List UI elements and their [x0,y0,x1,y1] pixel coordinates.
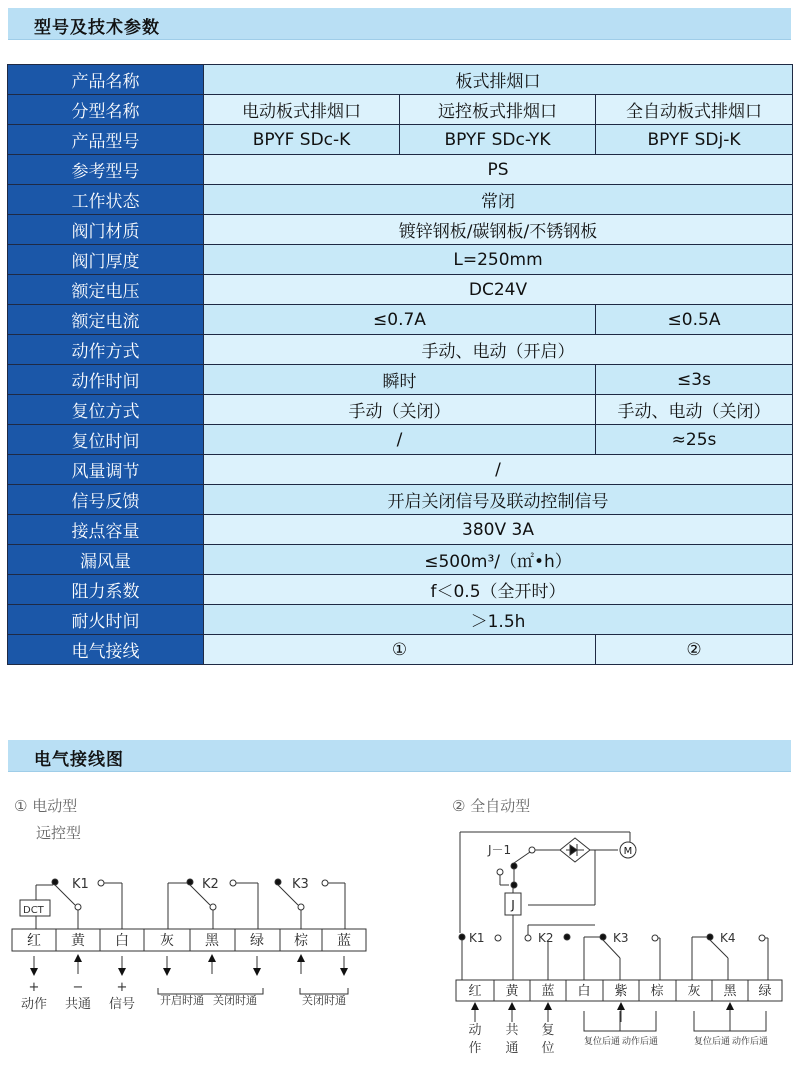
terminal-label: 红 [468,984,482,999]
row-value: BPYF SDc-K [204,125,400,155]
row-label: 耐火时间 [8,605,204,635]
row-value: 开启关闭信号及联动控制信号 [204,485,793,515]
row-label: 产品名称 [8,65,204,95]
terminal-label: 蓝 [337,933,351,949]
wire-label-small: 动作后通 [731,1037,769,1047]
motor-label: M [623,846,633,857]
row-value: PS [204,155,793,185]
row-value: ≈25s [596,425,793,455]
switch-k4-label: K4 [720,931,736,945]
terminal-label: 黑 [723,984,737,999]
section-title: 型号及技术参数 [34,18,160,38]
row-value: DC24V [204,275,793,305]
wire-label-small: 复位后通 [583,1037,621,1047]
row-value: L=250mm [204,245,793,275]
row-value: f＜0.5（全开时） [204,575,793,605]
table-row [8,185,793,215]
terminal-label: 灰 [687,984,701,999]
table-row [8,425,793,455]
section-header-wiring [8,740,791,772]
terminal-label: 白 [115,933,129,949]
row-value: 镀锌钢板/碳钢板/不锈钢板 [204,215,793,245]
table-row [8,275,793,305]
table-row [8,335,793,365]
row-value: ≤3s [596,365,793,395]
row-value: 全自动板式排烟口 [596,95,793,125]
row-label: 额定电流 [8,305,204,335]
terminal-label: 灰 [160,933,174,949]
row-value: / [204,425,596,455]
wire-label: 动 [468,1023,482,1038]
terminal-label: 蓝 [541,984,555,999]
row-value: BPYF SDj-K [596,125,793,155]
wiring-diagrams [0,790,800,1067]
row-label: 复位方式 [8,395,204,425]
row-value: ① [204,635,596,665]
row-label: 阀门厚度 [8,245,204,275]
row-value: ≤0.5A [596,305,793,335]
wire-label: 动作 [20,997,48,1012]
row-label: 漏风量 [8,545,204,575]
wire-label: 通 [505,1041,519,1056]
table-row [8,215,793,245]
row-label: 电气接线 [8,635,204,665]
sign-label: + [116,980,128,995]
wire-label: 开启时通 [160,994,204,1007]
table-row [8,245,793,275]
row-value: ② [596,635,793,665]
switch-k3-label: K3 [613,931,629,945]
row-value: 手动、电动（关闭） [596,395,793,425]
row-label: 信号反馈 [8,485,204,515]
terminal-label: 黄 [505,984,519,999]
terminal-label: 红 [27,933,41,949]
row-label: 风量调节 [8,455,204,485]
table-row [8,95,793,125]
row-value: 远控板式排烟口 [400,95,596,125]
row-label: 阀门材质 [8,215,204,245]
wire-label-small: 动作后通 [621,1037,659,1047]
switch-k2-label: K2 [538,931,554,945]
wire-label-small: 复位后通 [693,1037,731,1047]
coil-label: J [511,898,515,912]
relay-label: J－1 [488,843,512,857]
terminal-label: 黑 [205,933,219,949]
terminal-label: 棕 [650,984,664,999]
wire-label: 关闭时通 [302,994,346,1007]
switch-k3-label: K3 [292,877,309,892]
row-label: 工作状态 [8,185,204,215]
row-value: BPYF SDc-YK [400,125,596,155]
table-row [8,575,793,605]
switch-k1-label: K1 [72,877,89,892]
row-value: 380V 3A [204,515,793,545]
diagram2-title: ② 全自动型 [452,797,531,815]
row-label: 复位时间 [8,425,204,455]
table-row [8,545,793,575]
table-row [8,395,793,425]
switch-k1-label: K1 [469,931,485,945]
wire-label: 共通 [64,997,92,1012]
table-row [8,635,793,665]
row-label: 参考型号 [8,155,204,185]
row-label: 产品型号 [8,125,204,155]
sign-label: − [72,980,84,995]
row-value: ≤500m³/（㎡•h） [204,545,793,575]
diagram1-subtitle: 远控型 [36,824,82,842]
wire-label: 位 [541,1041,555,1056]
row-label: 接点容量 [8,515,204,545]
row-value: 常闭 [204,185,793,215]
row-value: 手动、电动（开启） [204,335,793,365]
row-value: 板式排烟口 [204,65,793,95]
row-value: ＞1.5h [204,605,793,635]
diagram-electric [12,797,366,1012]
terminal-label: 黄 [71,933,85,949]
row-value: / [204,455,793,485]
terminal-label: 紫 [614,984,628,999]
table-row [8,155,793,185]
row-label: 动作方式 [8,335,204,365]
row-value: 电动板式排烟口 [204,95,400,125]
table-row [8,65,793,95]
row-value: 手动（关闭） [204,395,596,425]
wire-label: 关闭时通 [213,994,257,1007]
section-title: 电气接线图 [34,750,124,770]
table-row [8,455,793,485]
spec-table [7,64,793,665]
terminal-label: 绿 [250,933,264,949]
terminal-label: 绿 [758,984,772,999]
table-row [8,125,793,155]
wire-label: 复 [541,1023,555,1038]
terminal-label: 白 [577,984,591,999]
row-label: 阻力系数 [8,575,204,605]
switch-k2-label: K2 [202,877,219,892]
table-row [8,605,793,635]
table-row [8,485,793,515]
row-label: 动作时间 [8,365,204,395]
diagram-automatic [452,797,782,1056]
row-label: 额定电压 [8,275,204,305]
row-value: ≤0.7A [204,305,596,335]
table-row [8,305,793,335]
terminal-label: 棕 [294,933,308,949]
diagram1-title: ① 电动型 [14,797,78,815]
row-label: 分型名称 [8,95,204,125]
sign-label: + [28,980,40,995]
wire-label: 共 [505,1023,519,1038]
wire-label: 作 [468,1041,482,1056]
table-row [8,365,793,395]
row-value: 瞬时 [204,365,596,395]
table-row [8,515,793,545]
dct-label: DCT [23,905,44,916]
section-header-specs [8,8,791,40]
wire-label: 信号 [108,997,136,1012]
